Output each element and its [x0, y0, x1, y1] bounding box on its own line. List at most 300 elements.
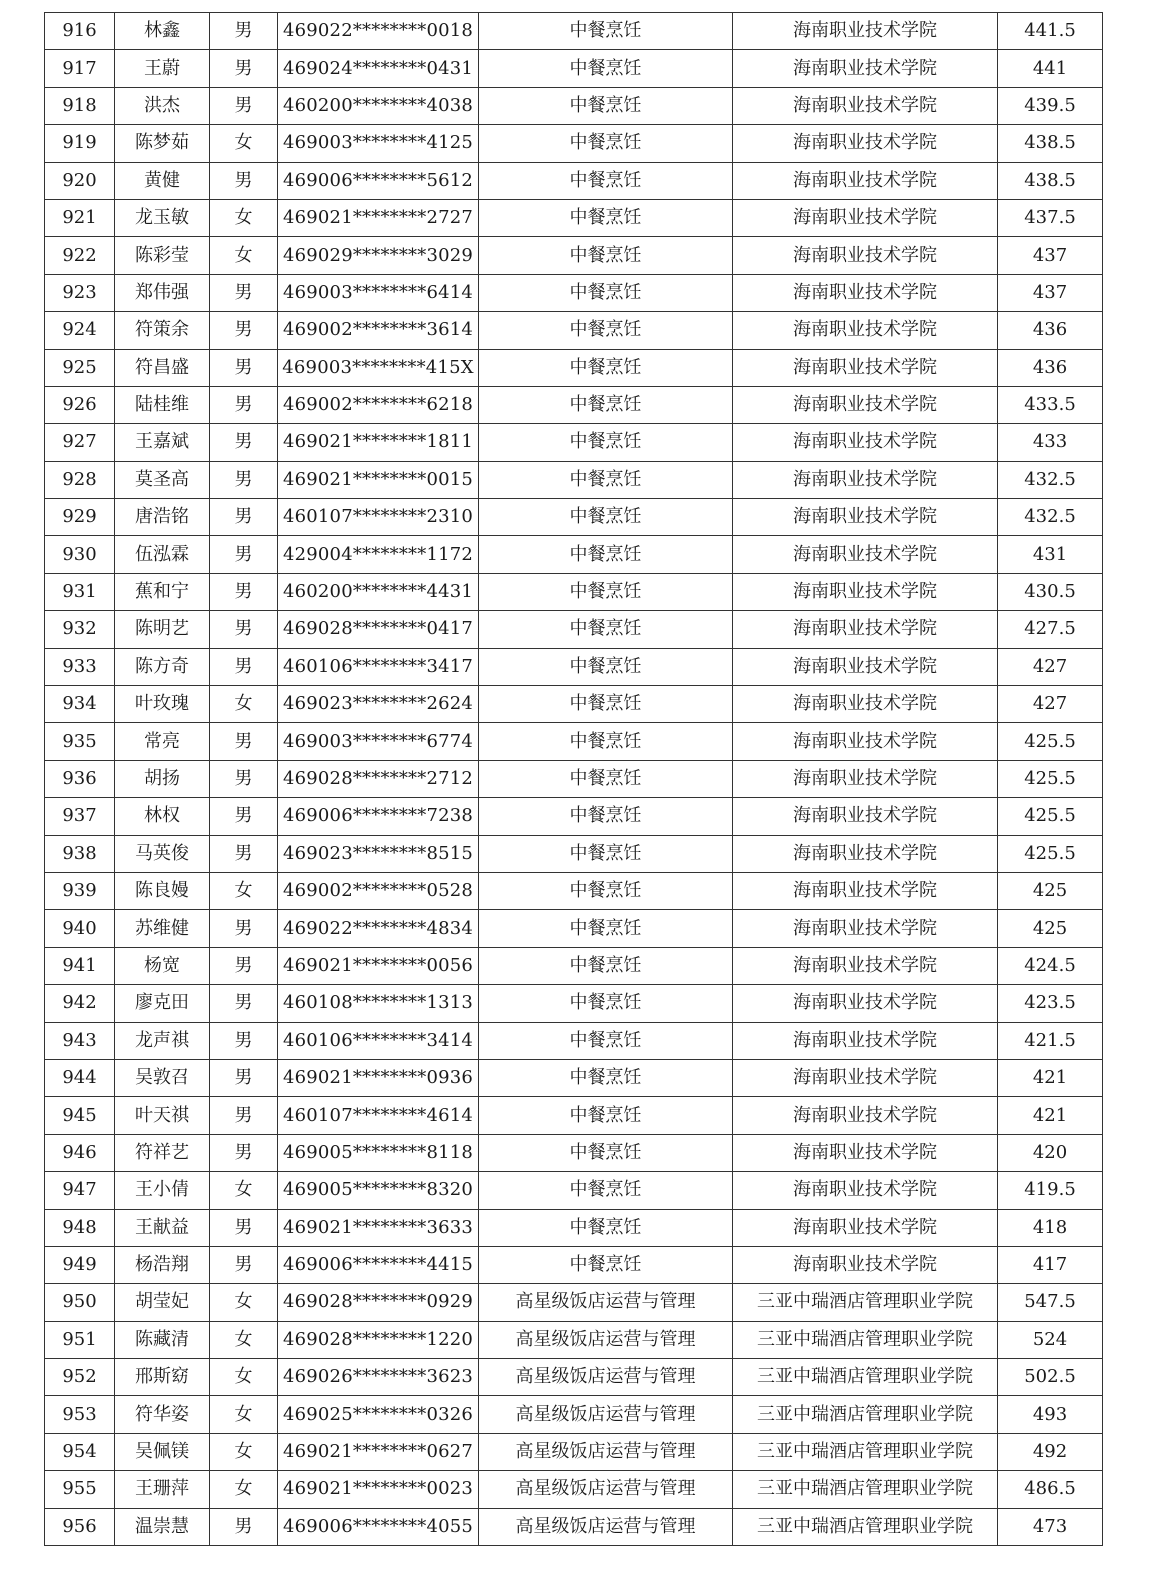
school-cell: 海南职业技术学院	[733, 760, 998, 797]
serial-number-cell: 916	[45, 13, 115, 50]
school-cell: 海南职业技术学院	[733, 125, 998, 162]
gender-cell: 女	[210, 686, 278, 723]
serial-number-cell: 949	[45, 1246, 115, 1283]
serial-number-cell: 921	[45, 199, 115, 236]
name-cell: 王献益	[115, 1209, 210, 1246]
table-row	[45, 461, 1103, 498]
school-cell: 三亚中瑞酒店管理职业学院	[733, 1433, 998, 1470]
score-cell: 425.5	[998, 835, 1103, 872]
table-row	[45, 573, 1103, 610]
school-cell: 海南职业技术学院	[733, 835, 998, 872]
table-row	[45, 760, 1103, 797]
major-cell: 中餐烹饪	[479, 50, 733, 87]
id-number-cell: 469006********5612	[278, 162, 479, 199]
gender-cell: 男	[210, 386, 278, 423]
school-cell: 海南职业技术学院	[733, 1134, 998, 1171]
score-cell: 437	[998, 237, 1103, 274]
serial-number-cell: 951	[45, 1321, 115, 1358]
major-cell: 中餐烹饪	[479, 1022, 733, 1059]
name-cell: 陆桂维	[115, 386, 210, 423]
school-cell: 海南职业技术学院	[733, 947, 998, 984]
table-row	[45, 237, 1103, 274]
serial-number-cell: 946	[45, 1134, 115, 1171]
id-number-cell: 429004********1172	[278, 536, 479, 573]
table-row	[45, 125, 1103, 162]
school-cell: 海南职业技术学院	[733, 461, 998, 498]
major-cell: 中餐烹饪	[479, 87, 733, 124]
serial-number-cell: 932	[45, 611, 115, 648]
major-cell: 中餐烹饪	[479, 1172, 733, 1209]
serial-number-cell: 929	[45, 499, 115, 536]
school-cell: 海南职业技术学院	[733, 424, 998, 461]
name-cell: 龙声祺	[115, 1022, 210, 1059]
name-cell: 陈藏清	[115, 1321, 210, 1358]
serial-number-cell: 919	[45, 125, 115, 162]
name-cell: 苏维健	[115, 910, 210, 947]
gender-cell: 男	[210, 349, 278, 386]
id-number-cell: 460200********4431	[278, 573, 479, 610]
id-number-cell: 469003********415X	[278, 349, 479, 386]
id-number-cell: 469021********0056	[278, 947, 479, 984]
gender-cell: 男	[210, 835, 278, 872]
name-cell: 王嘉斌	[115, 424, 210, 461]
gender-cell: 女	[210, 1396, 278, 1433]
major-cell: 高星级饭店运营与管理	[479, 1321, 733, 1358]
table-row	[45, 386, 1103, 423]
score-cell: 425.5	[998, 723, 1103, 760]
score-cell: 421	[998, 1059, 1103, 1096]
gender-cell: 女	[210, 1471, 278, 1508]
serial-number-cell: 917	[45, 50, 115, 87]
gender-cell: 男	[210, 1059, 278, 1096]
serial-number-cell: 941	[45, 947, 115, 984]
score-cell: 438.5	[998, 162, 1103, 199]
school-cell: 海南职业技术学院	[733, 349, 998, 386]
serial-number-cell: 934	[45, 686, 115, 723]
table-body	[45, 13, 1103, 1546]
name-cell: 杨浩翔	[115, 1246, 210, 1283]
name-cell: 蕉和宁	[115, 573, 210, 610]
name-cell: 郑伟强	[115, 274, 210, 311]
school-cell: 海南职业技术学院	[733, 386, 998, 423]
serial-number-cell: 945	[45, 1097, 115, 1134]
score-cell: 473	[998, 1508, 1103, 1545]
table-row	[45, 1134, 1103, 1171]
name-cell: 吴佩镁	[115, 1433, 210, 1470]
gender-cell: 女	[210, 1284, 278, 1321]
school-cell: 海南职业技术学院	[733, 686, 998, 723]
table-row	[45, 1321, 1103, 1358]
gender-cell: 男	[210, 1134, 278, 1171]
gender-cell: 男	[210, 985, 278, 1022]
table-row	[45, 611, 1103, 648]
serial-number-cell: 926	[45, 386, 115, 423]
table-row	[45, 947, 1103, 984]
score-cell: 425	[998, 910, 1103, 947]
id-number-cell: 469005********8320	[278, 1172, 479, 1209]
serial-number-cell: 942	[45, 985, 115, 1022]
score-cell: 425.5	[998, 760, 1103, 797]
name-cell: 陈良嫚	[115, 872, 210, 909]
serial-number-cell: 923	[45, 274, 115, 311]
serial-number-cell: 937	[45, 798, 115, 835]
table-row	[45, 798, 1103, 835]
id-number-cell: 469026********3623	[278, 1359, 479, 1396]
gender-cell: 男	[210, 648, 278, 685]
serial-number-cell: 935	[45, 723, 115, 760]
serial-number-cell: 953	[45, 1396, 115, 1433]
id-number-cell: 460106********3417	[278, 648, 479, 685]
table-row	[45, 162, 1103, 199]
score-cell: 418	[998, 1209, 1103, 1246]
table-row	[45, 1508, 1103, 1545]
table-row	[45, 1246, 1103, 1283]
name-cell: 符昌盛	[115, 349, 210, 386]
major-cell: 中餐烹饪	[479, 910, 733, 947]
table-row	[45, 686, 1103, 723]
gender-cell: 男	[210, 760, 278, 797]
score-cell: 438.5	[998, 125, 1103, 162]
serial-number-cell: 931	[45, 573, 115, 610]
id-number-cell: 469021********0936	[278, 1059, 479, 1096]
id-number-cell: 469002********0528	[278, 872, 479, 909]
name-cell: 叶天祺	[115, 1097, 210, 1134]
major-cell: 高星级饭店运营与管理	[479, 1471, 733, 1508]
id-number-cell: 460107********4614	[278, 1097, 479, 1134]
major-cell: 中餐烹饪	[479, 686, 733, 723]
score-cell: 430.5	[998, 573, 1103, 610]
gender-cell: 男	[210, 1022, 278, 1059]
major-cell: 中餐烹饪	[479, 1134, 733, 1171]
score-cell: 427	[998, 686, 1103, 723]
major-cell: 中餐烹饪	[479, 648, 733, 685]
score-cell: 436	[998, 312, 1103, 349]
major-cell: 高星级饭店运营与管理	[479, 1433, 733, 1470]
gender-cell: 男	[210, 424, 278, 461]
id-number-cell: 469028********0929	[278, 1284, 479, 1321]
id-number-cell: 469006********7238	[278, 798, 479, 835]
serial-number-cell: 952	[45, 1359, 115, 1396]
gender-cell: 男	[210, 798, 278, 835]
score-cell: 437	[998, 274, 1103, 311]
serial-number-cell: 954	[45, 1433, 115, 1470]
serial-number-cell: 927	[45, 424, 115, 461]
table-row	[45, 50, 1103, 87]
major-cell: 中餐烹饪	[479, 835, 733, 872]
major-cell: 高星级饭店运营与管理	[479, 1396, 733, 1433]
table-row	[45, 835, 1103, 872]
name-cell: 陈梦茹	[115, 125, 210, 162]
serial-number-cell: 944	[45, 1059, 115, 1096]
major-cell: 中餐烹饪	[479, 573, 733, 610]
serial-number-cell: 933	[45, 648, 115, 685]
serial-number-cell: 920	[45, 162, 115, 199]
table-row	[45, 1471, 1103, 1508]
gender-cell: 男	[210, 50, 278, 87]
table-row	[45, 1359, 1103, 1396]
major-cell: 中餐烹饪	[479, 760, 733, 797]
major-cell: 中餐烹饪	[479, 162, 733, 199]
school-cell: 海南职业技术学院	[733, 1209, 998, 1246]
school-cell: 海南职业技术学院	[733, 50, 998, 87]
table-row	[45, 723, 1103, 760]
table-row	[45, 1022, 1103, 1059]
id-number-cell: 469028********2712	[278, 760, 479, 797]
major-cell: 中餐烹饪	[479, 723, 733, 760]
table-row	[45, 13, 1103, 50]
id-number-cell: 469029********3029	[278, 237, 479, 274]
score-cell: 424.5	[998, 947, 1103, 984]
major-cell: 中餐烹饪	[479, 499, 733, 536]
gender-cell: 男	[210, 910, 278, 947]
admission-table	[44, 12, 1103, 1546]
name-cell: 莫圣高	[115, 461, 210, 498]
score-cell: 425	[998, 872, 1103, 909]
gender-cell: 男	[210, 723, 278, 760]
table-row	[45, 1284, 1103, 1321]
score-cell: 419.5	[998, 1172, 1103, 1209]
major-cell: 中餐烹饪	[479, 798, 733, 835]
name-cell: 温崇慧	[115, 1508, 210, 1545]
name-cell: 陈彩莹	[115, 237, 210, 274]
serial-number-cell: 943	[45, 1022, 115, 1059]
name-cell: 杨宽	[115, 947, 210, 984]
id-number-cell: 469005********8118	[278, 1134, 479, 1171]
gender-cell: 男	[210, 611, 278, 648]
score-cell: 493	[998, 1396, 1103, 1433]
name-cell: 吴敦召	[115, 1059, 210, 1096]
id-number-cell: 469022********0018	[278, 13, 479, 50]
major-cell: 中餐烹饪	[479, 611, 733, 648]
id-number-cell: 469025********0326	[278, 1396, 479, 1433]
serial-number-cell: 924	[45, 312, 115, 349]
name-cell: 王蔚	[115, 50, 210, 87]
major-cell: 中餐烹饪	[479, 1097, 733, 1134]
name-cell: 符祥艺	[115, 1134, 210, 1171]
major-cell: 中餐烹饪	[479, 312, 733, 349]
school-cell: 海南职业技术学院	[733, 573, 998, 610]
gender-cell: 女	[210, 1433, 278, 1470]
score-cell: 433	[998, 424, 1103, 461]
table-row	[45, 872, 1103, 909]
serial-number-cell: 939	[45, 872, 115, 909]
major-cell: 中餐烹饪	[479, 947, 733, 984]
serial-number-cell: 956	[45, 1508, 115, 1545]
id-number-cell: 469023********8515	[278, 835, 479, 872]
school-cell: 海南职业技术学院	[733, 13, 998, 50]
name-cell: 符华姿	[115, 1396, 210, 1433]
major-cell: 中餐烹饪	[479, 349, 733, 386]
school-cell: 海南职业技术学院	[733, 1022, 998, 1059]
score-cell: 439.5	[998, 87, 1103, 124]
score-cell: 502.5	[998, 1359, 1103, 1396]
table-row	[45, 910, 1103, 947]
gender-cell: 男	[210, 162, 278, 199]
name-cell: 叶玫瑰	[115, 686, 210, 723]
table-row	[45, 349, 1103, 386]
name-cell: 马英俊	[115, 835, 210, 872]
name-cell: 廖克田	[115, 985, 210, 1022]
table-row	[45, 87, 1103, 124]
table-row	[45, 499, 1103, 536]
gender-cell: 女	[210, 1321, 278, 1358]
school-cell: 海南职业技术学院	[733, 274, 998, 311]
gender-cell: 男	[210, 87, 278, 124]
name-cell: 唐浩铭	[115, 499, 210, 536]
score-cell: 486.5	[998, 1471, 1103, 1508]
gender-cell: 男	[210, 13, 278, 50]
major-cell: 中餐烹饪	[479, 386, 733, 423]
id-number-cell: 469021********1811	[278, 424, 479, 461]
school-cell: 海南职业技术学院	[733, 87, 998, 124]
major-cell: 中餐烹饪	[479, 1059, 733, 1096]
id-number-cell: 469002********3614	[278, 312, 479, 349]
id-number-cell: 469028********1220	[278, 1321, 479, 1358]
id-number-cell: 469028********0417	[278, 611, 479, 648]
serial-number-cell: 925	[45, 349, 115, 386]
name-cell: 邢斯窈	[115, 1359, 210, 1396]
name-cell: 胡扬	[115, 760, 210, 797]
gender-cell: 男	[210, 1209, 278, 1246]
school-cell: 三亚中瑞酒店管理职业学院	[733, 1284, 998, 1321]
school-cell: 海南职业技术学院	[733, 872, 998, 909]
score-cell: 524	[998, 1321, 1103, 1358]
name-cell: 伍泓霖	[115, 536, 210, 573]
table-row	[45, 1433, 1103, 1470]
school-cell: 海南职业技术学院	[733, 648, 998, 685]
score-cell: 431	[998, 536, 1103, 573]
name-cell: 王珊萍	[115, 1471, 210, 1508]
score-cell: 547.5	[998, 1284, 1103, 1321]
major-cell: 高星级饭店运营与管理	[479, 1284, 733, 1321]
major-cell: 中餐烹饪	[479, 237, 733, 274]
major-cell: 高星级饭店运营与管理	[479, 1508, 733, 1545]
id-number-cell: 460107********2310	[278, 499, 479, 536]
school-cell: 三亚中瑞酒店管理职业学院	[733, 1508, 998, 1545]
name-cell: 洪杰	[115, 87, 210, 124]
school-cell: 海南职业技术学院	[733, 1246, 998, 1283]
gender-cell: 男	[210, 1097, 278, 1134]
name-cell: 林鑫	[115, 13, 210, 50]
major-cell: 高星级饭店运营与管理	[479, 1359, 733, 1396]
score-cell: 427.5	[998, 611, 1103, 648]
table-row	[45, 536, 1103, 573]
serial-number-cell: 930	[45, 536, 115, 573]
gender-cell: 男	[210, 461, 278, 498]
id-number-cell: 460108********1313	[278, 985, 479, 1022]
table-row	[45, 1396, 1103, 1433]
name-cell: 常亮	[115, 723, 210, 760]
score-cell: 492	[998, 1433, 1103, 1470]
id-number-cell: 469003********6414	[278, 274, 479, 311]
school-cell: 三亚中瑞酒店管理职业学院	[733, 1321, 998, 1358]
school-cell: 海南职业技术学院	[733, 237, 998, 274]
major-cell: 中餐烹饪	[479, 461, 733, 498]
school-cell: 海南职业技术学院	[733, 1059, 998, 1096]
serial-number-cell: 922	[45, 237, 115, 274]
score-cell: 421.5	[998, 1022, 1103, 1059]
name-cell: 胡莹妃	[115, 1284, 210, 1321]
major-cell: 中餐烹饪	[479, 125, 733, 162]
id-number-cell: 469003********4125	[278, 125, 479, 162]
table-row	[45, 312, 1103, 349]
score-cell: 433.5	[998, 386, 1103, 423]
major-cell: 中餐烹饪	[479, 13, 733, 50]
score-cell: 432.5	[998, 461, 1103, 498]
score-cell: 441.5	[998, 13, 1103, 50]
serial-number-cell: 928	[45, 461, 115, 498]
school-cell: 三亚中瑞酒店管理职业学院	[733, 1359, 998, 1396]
table-row	[45, 648, 1103, 685]
gender-cell: 女	[210, 1359, 278, 1396]
id-number-cell: 469022********4834	[278, 910, 479, 947]
id-number-cell: 469021********0023	[278, 1471, 479, 1508]
id-number-cell: 469006********4415	[278, 1246, 479, 1283]
serial-number-cell: 950	[45, 1284, 115, 1321]
major-cell: 中餐烹饪	[479, 199, 733, 236]
school-cell: 海南职业技术学院	[733, 312, 998, 349]
score-cell: 423.5	[998, 985, 1103, 1022]
major-cell: 中餐烹饪	[479, 536, 733, 573]
school-cell: 海南职业技术学院	[733, 499, 998, 536]
gender-cell: 女	[210, 125, 278, 162]
school-cell: 海南职业技术学院	[733, 1172, 998, 1209]
gender-cell: 女	[210, 199, 278, 236]
id-number-cell: 469002********6218	[278, 386, 479, 423]
serial-number-cell: 936	[45, 760, 115, 797]
major-cell: 中餐烹饪	[479, 985, 733, 1022]
major-cell: 中餐烹饪	[479, 1246, 733, 1283]
school-cell: 海南职业技术学院	[733, 910, 998, 947]
gender-cell: 女	[210, 1172, 278, 1209]
gender-cell: 女	[210, 872, 278, 909]
score-cell: 437.5	[998, 199, 1103, 236]
gender-cell: 男	[210, 499, 278, 536]
school-cell: 三亚中瑞酒店管理职业学院	[733, 1471, 998, 1508]
score-cell: 417	[998, 1246, 1103, 1283]
gender-cell: 男	[210, 536, 278, 573]
school-cell: 海南职业技术学院	[733, 985, 998, 1022]
table-row	[45, 1059, 1103, 1096]
score-cell: 432.5	[998, 499, 1103, 536]
gender-cell: 男	[210, 1246, 278, 1283]
id-number-cell: 469021********0015	[278, 461, 479, 498]
school-cell: 海南职业技术学院	[733, 162, 998, 199]
name-cell: 龙玉敏	[115, 199, 210, 236]
gender-cell: 男	[210, 312, 278, 349]
gender-cell: 男	[210, 947, 278, 984]
name-cell: 陈明艺	[115, 611, 210, 648]
gender-cell: 男	[210, 573, 278, 610]
table-row	[45, 985, 1103, 1022]
gender-cell: 男	[210, 274, 278, 311]
id-number-cell: 469024********0431	[278, 50, 479, 87]
major-cell: 中餐烹饪	[479, 424, 733, 461]
id-number-cell: 460106********3414	[278, 1022, 479, 1059]
id-number-cell: 469021********0627	[278, 1433, 479, 1470]
school-cell: 海南职业技术学院	[733, 723, 998, 760]
score-cell: 420	[998, 1134, 1103, 1171]
id-number-cell: 469003********6774	[278, 723, 479, 760]
name-cell: 王小倩	[115, 1172, 210, 1209]
name-cell: 林权	[115, 798, 210, 835]
id-number-cell: 469021********2727	[278, 199, 479, 236]
table-row	[45, 1097, 1103, 1134]
table-row	[45, 1209, 1103, 1246]
major-cell: 中餐烹饪	[479, 1209, 733, 1246]
id-number-cell: 469021********3633	[278, 1209, 479, 1246]
school-cell: 海南职业技术学院	[733, 798, 998, 835]
